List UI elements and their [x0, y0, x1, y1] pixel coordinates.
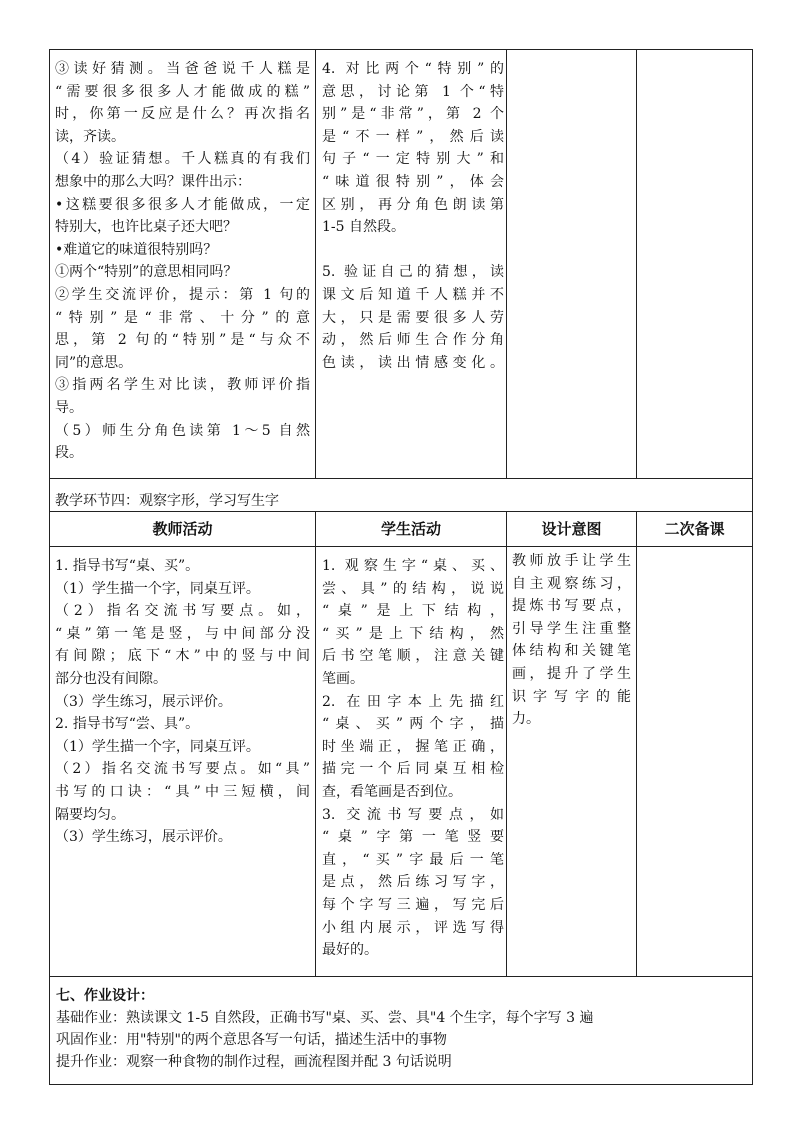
text-line: 2. 指导书写“尝、具”。	[55, 716, 200, 733]
text-line: 提炼书写要点，	[512, 598, 631, 615]
column-header-row	[50, 512, 753, 547]
student-activity-cell-1	[316, 50, 507, 479]
text-line: 课文后知道千人糕并不	[322, 286, 504, 303]
text-line: •难道它的味道很特别吗？	[55, 241, 218, 258]
text-line: ①两个“特别”的意思相同吗？	[55, 264, 238, 281]
text-line: 大，只是需要很多人劳	[322, 309, 504, 326]
text-line: “桌”是上下结构，	[322, 603, 504, 620]
text-line: 读，齐读。	[55, 128, 125, 145]
text-line	[322, 239, 506, 262]
text-line: “需要很多很多人才能做成的糕”	[55, 83, 310, 100]
text-line: 别”是“非常”，第 2 个	[322, 106, 504, 123]
text-line: 描完一个后同桌互相检	[322, 761, 504, 778]
teacher-activity-cell-1	[50, 50, 316, 479]
text-line: 自主观察练习，	[512, 575, 631, 592]
text-line: 直，“买”字最后一笔	[322, 851, 504, 868]
text-line: 句子“一定特别大”和	[322, 151, 504, 168]
header-teacher-activity: 教师活动	[50, 512, 316, 547]
text-line: （1）学生描一个字，同桌互评。	[55, 580, 260, 597]
text-line: （3）学生练习，展示评价。	[55, 829, 232, 846]
text-line: “桌、买”两个字，描	[322, 716, 504, 733]
text-line: 2. 在田字本上先描红	[322, 693, 504, 710]
teacher-activity-cell-2	[50, 547, 316, 977]
text-line: 思，第 2 句的“特别”是“与众不	[55, 332, 310, 349]
text-line: 有间隙；底下“木”中的竖与中间	[55, 648, 310, 665]
student-activity-cell-2	[316, 547, 507, 977]
activity-row-2	[50, 547, 753, 977]
homework-line: 提升作业：观察一种食物的制作过程，画流程图并配 3 句话说明	[56, 1054, 452, 1070]
second-prep-cell-2	[637, 547, 753, 977]
section-four-title: 教学环节四：观察字形，学习写生字	[50, 479, 753, 512]
text-line: “买”是上下结构，然	[322, 625, 504, 642]
text-line: （1）学生描一个字，同桌互评。	[55, 738, 260, 755]
text-line: （2）指名交流书写要点。如“具”	[55, 761, 310, 778]
text-line: 特别大，也许比桌子还大吧？	[55, 219, 237, 236]
text-line: 每个字写三遍，写完后	[322, 896, 504, 913]
homework-title: 七、作业设计：	[56, 988, 154, 1004]
text-line: 查，看笔画是否到位。	[322, 783, 462, 800]
text-line: 1. 观察生字“桌、买、	[322, 558, 504, 574]
text-line: （3）学生练习，展示评价。	[55, 693, 232, 710]
lesson-plan-page	[49, 49, 752, 1085]
text-line: “桌”字第一笔竖要	[322, 829, 504, 846]
text-line: 同”的意思。	[55, 354, 133, 371]
text-line: “桌”第一笔是竖，与中间部分没	[55, 625, 310, 642]
design-intent-cell-1	[507, 50, 637, 479]
text-line: ③指两名学生对比读，教师评价指	[55, 377, 310, 394]
text-line: 区别，再分角色朗读第	[322, 196, 504, 213]
text-line: 时，你第一反应是什么？再次指名	[55, 106, 310, 123]
text-line: 时坐端正，握笔正确，	[322, 738, 504, 755]
text-line: 4. 对比两个“特别”的	[322, 61, 504, 77]
text-line: （4）验证猜想。千人糕真的有我们	[55, 151, 310, 168]
activity-row-1	[50, 50, 753, 479]
text-line: 引导学生注重整	[512, 620, 631, 637]
text-line: 书写的口诀：“具”中三短横，间	[55, 783, 310, 800]
text-line: 导。	[55, 399, 83, 416]
lesson-plan-table	[49, 49, 753, 1085]
homework-cell	[50, 977, 753, 1085]
section-four-row	[50, 479, 753, 512]
text-line: 1-5 自然段。	[322, 219, 405, 236]
text-line: 想象中的那么大吗？课件出示：	[55, 173, 251, 190]
text-line: ②学生交流评价，提示：第 1 句的	[55, 286, 310, 303]
text-line: 隔要均匀。	[55, 806, 125, 823]
text-line: 最好的。	[322, 942, 378, 959]
text-line: ③读好猜测。当爸爸说千人糕是	[55, 61, 310, 77]
text-line: 力。	[512, 711, 540, 728]
text-line: “特别”是“非常、十分”的意	[55, 309, 310, 326]
text-line: 部分也没有间隙。	[55, 670, 167, 687]
text-line: （5）师生分角色读第 1～5 自然	[55, 422, 310, 439]
design-intent-cell-2	[507, 547, 637, 977]
second-prep-cell-1	[637, 50, 753, 479]
homework-row	[50, 977, 753, 1085]
text-line: •这糕要很多很多人才能做成，一定	[55, 196, 310, 213]
text-line: （2）指名交流书写要点。如，	[55, 603, 310, 620]
text-line: 意思，讨论第 1 个“特	[322, 83, 504, 100]
text-line: 5. 验证自己的猜想，读	[322, 264, 504, 281]
text-line: 动，然后师生合作分角	[322, 332, 504, 349]
homework-line: 基础作业：熟读课文 1-5 自然段，正确书写"桌、买、尝、具"4 个生字，每个字写 3 遍	[56, 1010, 594, 1026]
text-line: “味道很特别”，体会	[322, 173, 504, 190]
header-design-intent: 设计意图	[507, 512, 637, 547]
text-line: 段。	[55, 445, 83, 462]
header-second-prep: 二次备课	[637, 512, 753, 547]
text-line: 笔画。	[322, 670, 364, 687]
text-line: 色读，读出情感变化。	[322, 354, 504, 371]
text-line: 后书空笔顺，注意关键	[322, 648, 504, 665]
header-student-activity: 学生活动	[316, 512, 507, 547]
text-line: 小组内展示，评选写得	[322, 919, 504, 936]
text-line: 教师放手让学生	[512, 553, 631, 569]
text-line: 体结构和关键笔	[512, 643, 631, 660]
text-line: 识字写字的能	[512, 688, 631, 705]
text-line: 是点，然后练习写字，	[322, 874, 504, 891]
homework-line: 巩固作业：用"特别"的两个意思各写一句话，描述生活中的事物	[56, 1032, 447, 1048]
text-line: 是“不一样”，然后读	[322, 128, 504, 145]
text-line: 尝、具”的结构，说说	[322, 580, 504, 597]
text-line: 画，提升了学生	[512, 665, 631, 682]
text-line: 3. 交流书写要点，如	[322, 806, 504, 823]
text-line: 1. 指导书写“桌、买”。	[55, 558, 200, 574]
